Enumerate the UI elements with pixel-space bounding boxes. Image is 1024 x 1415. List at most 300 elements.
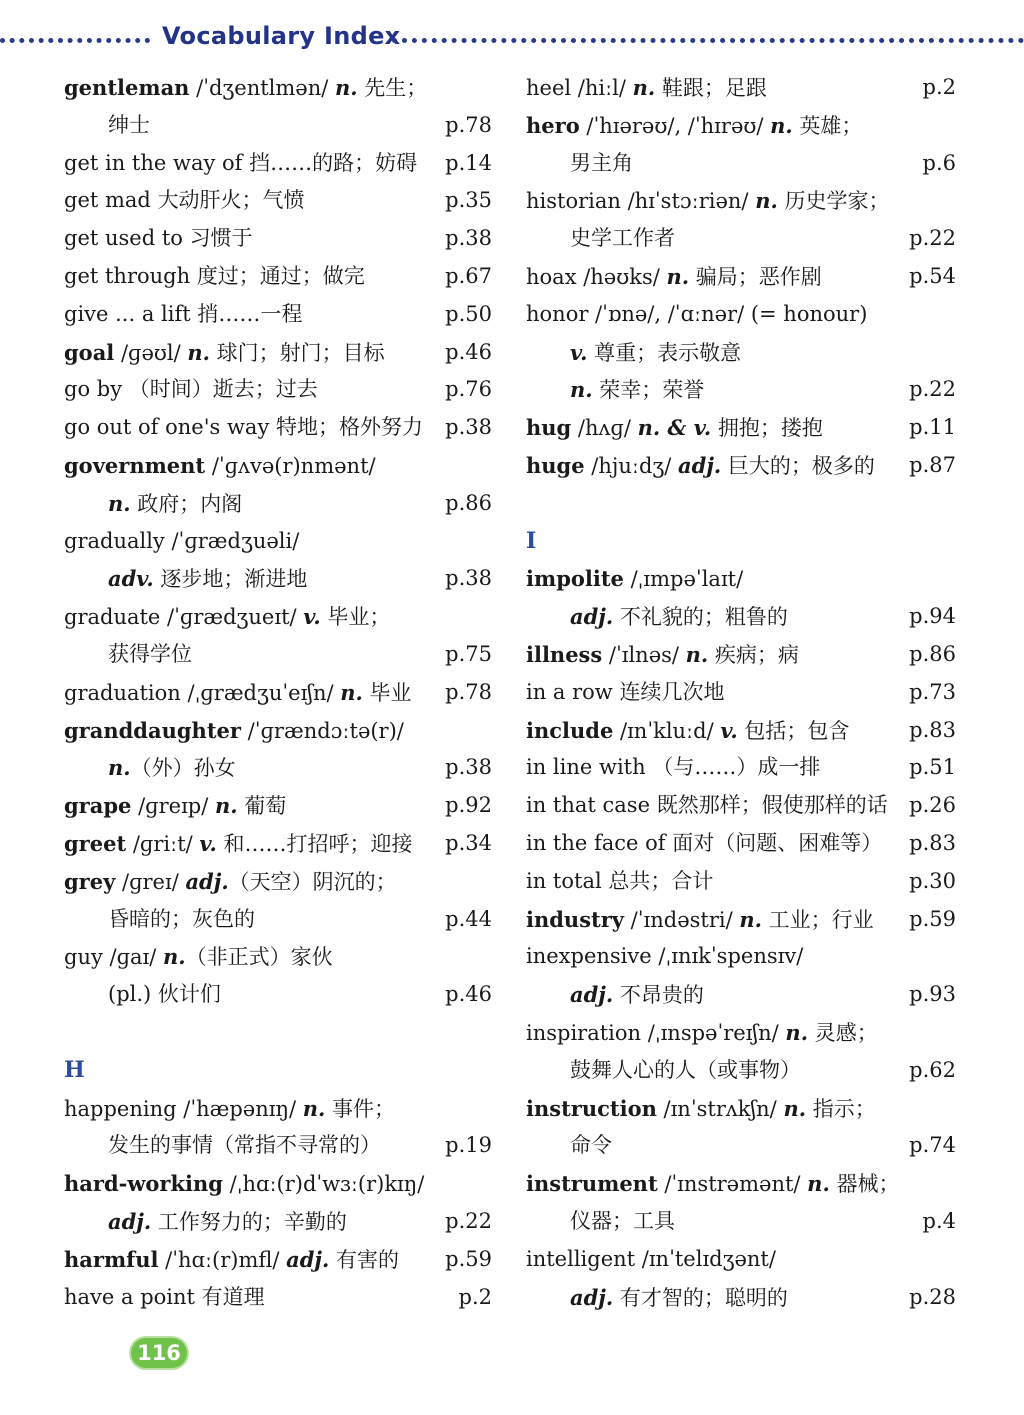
continuation-text bbox=[526, 1052, 801, 1090]
part-of-speech: n. bbox=[108, 755, 131, 781]
spacer-line bbox=[526, 485, 956, 523]
definition: 拥抱；搂抱 bbox=[711, 416, 823, 441]
continuation-text bbox=[526, 1279, 788, 1318]
definition: 政府；内阁 bbox=[130, 491, 243, 516]
phonetic: /ɪnˈkluːd/ bbox=[613, 718, 721, 743]
headword: graduation bbox=[64, 680, 181, 705]
part-of-speech: n. bbox=[335, 75, 358, 100]
entry-text bbox=[64, 258, 365, 296]
headword: industry bbox=[526, 906, 624, 932]
page-ref: p.67 bbox=[445, 263, 492, 288]
vocab-entry bbox=[64, 182, 492, 220]
page-ref: p.4 bbox=[922, 1208, 956, 1233]
headword: government bbox=[64, 452, 206, 478]
phonetic: /ˌɪnɪkˈspensɪv/ bbox=[651, 944, 804, 969]
part-of-speech: n. bbox=[187, 339, 210, 365]
entry-text bbox=[64, 863, 397, 902]
entry-text bbox=[64, 1279, 265, 1317]
entry-continuation bbox=[64, 107, 492, 145]
phonetic: /ˈɡrændɔːtə(r)/ bbox=[240, 718, 404, 743]
part-of-speech: n. bbox=[108, 490, 131, 516]
page-ref: p.59 bbox=[909, 906, 956, 931]
page-ref: p.78 bbox=[445, 679, 492, 704]
phonetic: /ˌɪnspəˈreɪʃn/ bbox=[641, 1020, 786, 1045]
phonetic: /hɪˈstɔːriən/ bbox=[620, 189, 756, 214]
phonetic: /hʌɡ/ bbox=[571, 416, 638, 441]
vocab-entry bbox=[64, 220, 492, 258]
part-of-speech: n. bbox=[340, 679, 363, 705]
phonetic: /ˈɪlnəs/ bbox=[602, 642, 686, 667]
headword: graduate bbox=[64, 605, 161, 630]
definition: 昏暗的；灰色的 bbox=[108, 906, 255, 931]
vocab-entry bbox=[64, 409, 492, 447]
definition: 有道理 bbox=[201, 1284, 265, 1309]
part-of-speech: n. bbox=[685, 641, 709, 667]
definition: 骗局；恶作剧 bbox=[689, 264, 822, 289]
continuation-text bbox=[526, 220, 675, 258]
definition: 绅士 bbox=[108, 112, 150, 137]
phonetic bbox=[195, 1285, 202, 1309]
right-column bbox=[526, 69, 956, 1316]
definition: 毕业； bbox=[320, 605, 391, 630]
vocab-entry bbox=[526, 938, 956, 976]
vocab-entry bbox=[64, 447, 492, 485]
headword: gentleman bbox=[64, 75, 190, 100]
vocab-entry bbox=[64, 825, 492, 863]
continuation-text bbox=[64, 485, 242, 524]
page-ref: p.11 bbox=[909, 415, 956, 440]
headword: illness bbox=[526, 641, 603, 667]
entry-text bbox=[526, 1090, 876, 1129]
vocab-entry bbox=[64, 296, 492, 334]
continuation-text bbox=[64, 901, 255, 939]
phonetic bbox=[650, 793, 657, 817]
part-of-speech: adj. bbox=[570, 982, 614, 1008]
phonetic bbox=[122, 377, 129, 401]
entry-text bbox=[526, 712, 849, 751]
section-letter: H bbox=[64, 1056, 85, 1083]
definition: 有才智的；聪明的 bbox=[613, 1285, 788, 1310]
entry-text bbox=[64, 1241, 399, 1280]
entry-continuation bbox=[526, 1127, 956, 1165]
entry-continuation bbox=[526, 145, 956, 183]
page-ref: p.38 bbox=[445, 755, 492, 780]
page-number-badge: 116 bbox=[131, 1338, 187, 1368]
headword: happening bbox=[64, 1096, 177, 1121]
definition: 葡萄 bbox=[237, 794, 287, 819]
definition: 工作努力的；辛勤的 bbox=[151, 1209, 347, 1234]
continuation-text bbox=[526, 145, 633, 183]
part-of-speech: n. & v. bbox=[637, 415, 712, 441]
vocab-entry bbox=[64, 145, 492, 183]
page-ref: p.93 bbox=[909, 982, 956, 1007]
vocab-entry bbox=[64, 334, 492, 372]
entry-text bbox=[526, 1165, 899, 1204]
part-of-speech: adj. bbox=[185, 868, 229, 894]
headword: hard-working bbox=[64, 1171, 223, 1197]
vocab-entry bbox=[526, 825, 956, 863]
part-of-speech: adj. bbox=[286, 1246, 330, 1272]
entry-text bbox=[526, 182, 889, 221]
definition: 特地；格外努力 bbox=[276, 415, 424, 440]
entry-continuation bbox=[64, 749, 492, 787]
definition: 事件； bbox=[325, 1096, 396, 1121]
entry-text bbox=[64, 296, 302, 334]
definition: 男主角 bbox=[570, 150, 633, 175]
definition: 逐步地；渐进地 bbox=[153, 567, 308, 592]
vocab-entry bbox=[64, 712, 492, 750]
page-ref: p.38 bbox=[445, 566, 492, 591]
vocab-entry bbox=[526, 258, 956, 296]
vocab-entry bbox=[526, 560, 956, 598]
definition: 既然那样；假使那样的话 bbox=[656, 793, 888, 818]
definition: 面对（问题、困难等） bbox=[672, 830, 883, 855]
page-ref: p.62 bbox=[909, 1057, 956, 1082]
page-ref: p.76 bbox=[445, 377, 492, 402]
headword: gradually bbox=[64, 528, 165, 553]
phonetic: /ˌɪmpəˈlaɪt/ bbox=[623, 567, 744, 592]
continuation-text bbox=[64, 1127, 381, 1165]
definition: 仪器；工具 bbox=[570, 1208, 675, 1233]
page-ref: p.75 bbox=[445, 641, 492, 666]
phonetic: /ɡreɪp/ bbox=[131, 794, 215, 819]
page-ref: p.38 bbox=[445, 415, 492, 440]
definition: 工业；行业 bbox=[761, 907, 874, 932]
vocab-entry bbox=[526, 409, 956, 447]
phonetic: /ɡreɪ/ bbox=[115, 869, 186, 894]
entry-text bbox=[526, 447, 875, 486]
vocab-entry bbox=[526, 749, 956, 787]
headword: get in the way of bbox=[64, 150, 243, 175]
definition: 连续几次地 bbox=[619, 679, 725, 704]
headword: hug bbox=[526, 415, 572, 441]
headword: go out of one's way bbox=[64, 415, 270, 440]
part-of-speech: adj. bbox=[678, 452, 722, 478]
phonetic: /ɪnˈtelɪdʒənt/ bbox=[635, 1246, 776, 1271]
definition: 命令 bbox=[570, 1133, 612, 1158]
vocab-entry bbox=[64, 1279, 492, 1317]
continuation-text bbox=[526, 598, 788, 637]
definition: （外）孙女 bbox=[130, 756, 236, 781]
headword: get used to bbox=[64, 226, 183, 251]
page-ref: p.44 bbox=[445, 906, 492, 931]
entry-continuation bbox=[64, 485, 492, 523]
part-of-speech: v. bbox=[720, 717, 738, 743]
definition: 发生的事情（常指不寻常的） bbox=[108, 1133, 381, 1158]
vocab-entry bbox=[64, 371, 492, 409]
definition: 大动肝火；气愤 bbox=[157, 188, 305, 213]
headword: get mad bbox=[64, 188, 151, 213]
header-dots-right bbox=[392, 38, 1024, 43]
part-of-speech: n. bbox=[807, 1171, 830, 1197]
definition: （与……）成一排 bbox=[652, 755, 821, 780]
definition: 尊重；表示敬意 bbox=[587, 340, 742, 365]
phonetic: /ˈhɪərəʊ/, /ˈhɪrəʊ/ bbox=[579, 113, 771, 138]
definition: 荣幸；荣誉 bbox=[592, 378, 705, 403]
headword: inexpensive bbox=[526, 944, 652, 969]
header-dots-left bbox=[0, 38, 150, 43]
entry-text bbox=[526, 787, 888, 825]
headword: honor bbox=[526, 301, 589, 326]
entry-text bbox=[64, 334, 385, 373]
entry-continuation bbox=[526, 220, 956, 258]
part-of-speech: n. bbox=[739, 906, 762, 932]
vocab-entry bbox=[526, 1090, 956, 1128]
phonetic: /ˈɡrædʒueɪt/ bbox=[160, 605, 304, 630]
definition: 毕业 bbox=[362, 680, 412, 705]
headword: hoax bbox=[526, 264, 577, 289]
vocab-entry bbox=[64, 523, 492, 561]
page-ref: p.22 bbox=[909, 377, 956, 402]
header-title: Vocabulary Index bbox=[162, 22, 401, 50]
headword: get through bbox=[64, 263, 191, 288]
definition: 包括；包含 bbox=[737, 718, 850, 743]
headword: give ... a lift bbox=[64, 301, 191, 326]
part-of-speech: n. bbox=[214, 793, 238, 819]
page-ref: p.51 bbox=[909, 755, 956, 780]
vocab-entry bbox=[64, 787, 492, 825]
phonetic: /ɡriːt/ bbox=[126, 831, 200, 856]
definition: 指示； bbox=[806, 1096, 876, 1121]
definition: 挡……的路；妨碍 bbox=[249, 150, 418, 175]
part-of-speech: n. bbox=[570, 377, 593, 403]
vocab-entry bbox=[526, 863, 956, 901]
continuation-text bbox=[526, 976, 704, 1015]
entry-text bbox=[526, 296, 867, 334]
vocab-entry bbox=[64, 69, 492, 107]
part-of-speech: adj. bbox=[570, 604, 614, 630]
phonetic: /ˈdʒentlmən/ bbox=[189, 76, 335, 100]
definition: 鞋跟；足跟 bbox=[655, 76, 767, 100]
entry-text bbox=[64, 674, 412, 713]
part-of-speech: adj. bbox=[108, 1208, 152, 1234]
phonetic bbox=[269, 415, 276, 439]
entry-continuation bbox=[64, 976, 492, 1014]
entry-text bbox=[64, 409, 423, 447]
vocab-entry bbox=[526, 296, 956, 334]
definition: 疾病；病 bbox=[708, 642, 799, 667]
definition: 总共；合计 bbox=[608, 868, 714, 893]
headword: in that case bbox=[526, 793, 651, 818]
definition: 先生； bbox=[357, 76, 428, 100]
definition: 不礼貌的；粗鲁的 bbox=[613, 605, 788, 630]
vocab-entry bbox=[526, 636, 956, 674]
headword: go by bbox=[64, 377, 123, 402]
entry-text bbox=[64, 598, 390, 637]
headword: in total bbox=[526, 868, 602, 893]
vocab-entry bbox=[526, 107, 956, 145]
entry-text bbox=[64, 145, 417, 183]
phonetic bbox=[151, 188, 158, 212]
entry-continuation bbox=[64, 560, 492, 598]
entry-continuation bbox=[526, 1279, 956, 1317]
entry-text bbox=[526, 863, 713, 901]
page-ref: p.14 bbox=[445, 150, 492, 175]
continuation-text bbox=[526, 334, 741, 373]
entry-text bbox=[64, 1090, 395, 1129]
page-ref: p.19 bbox=[445, 1133, 492, 1158]
part-of-speech: n. bbox=[755, 188, 778, 214]
phonetic: /ˈɪnstrəmənt/ bbox=[657, 1172, 808, 1197]
continuation-text bbox=[526, 1203, 675, 1241]
headword: granddaughter bbox=[64, 717, 241, 743]
part-of-speech: n. bbox=[785, 1019, 809, 1045]
page-ref: p.94 bbox=[909, 604, 956, 629]
definition: 捎……一程 bbox=[197, 301, 303, 326]
section-letter: I bbox=[526, 527, 537, 554]
continuation-text bbox=[64, 107, 150, 145]
entry-text bbox=[526, 1014, 878, 1053]
part-of-speech: n. bbox=[783, 1095, 807, 1121]
continuation-text bbox=[64, 636, 192, 674]
page-ref: p.83 bbox=[909, 717, 956, 742]
phonetic: /ˈɡrædʒuəli/ bbox=[164, 528, 300, 553]
headword: historian bbox=[526, 189, 621, 214]
page-ref: p.22 bbox=[909, 226, 956, 251]
vocab-entry bbox=[526, 712, 956, 750]
vocab-entry bbox=[64, 598, 492, 636]
definition: 历史学家； bbox=[777, 189, 890, 214]
page-ref: p.73 bbox=[909, 679, 956, 704]
headword: in the face of bbox=[526, 830, 666, 855]
entry-text bbox=[526, 1241, 776, 1279]
entry-continuation bbox=[64, 901, 492, 939]
vocab-entry bbox=[64, 1241, 492, 1279]
continuation-text bbox=[64, 976, 221, 1014]
continuation-text bbox=[526, 371, 704, 410]
headword: goal bbox=[64, 339, 115, 365]
continuation-text bbox=[64, 749, 236, 788]
entry-text bbox=[64, 523, 299, 561]
page-ref: p.74 bbox=[909, 1133, 956, 1158]
page-ref: p.6 bbox=[922, 150, 956, 175]
headword: intelligent bbox=[526, 1246, 636, 1271]
part-of-speech: n. bbox=[770, 112, 793, 138]
entry-continuation bbox=[64, 1203, 492, 1241]
spacer-line bbox=[64, 1014, 492, 1052]
phonetic: /ɪnˈstrʌkʃn/ bbox=[656, 1096, 784, 1121]
page-ref: p.59 bbox=[445, 1246, 492, 1271]
page-ref: p.30 bbox=[909, 868, 956, 893]
entry-continuation bbox=[526, 1203, 956, 1241]
entry-text bbox=[526, 674, 724, 712]
entry-text bbox=[526, 560, 743, 599]
vocab-entry bbox=[526, 1014, 956, 1052]
part-of-speech: v. bbox=[199, 830, 217, 856]
page-ref: p.34 bbox=[445, 830, 492, 855]
entry-text bbox=[64, 182, 305, 220]
entry-text bbox=[526, 749, 820, 787]
entry-text bbox=[526, 409, 823, 448]
phonetic: /ˈhæpənɪŋ/ bbox=[176, 1096, 303, 1121]
entry-text bbox=[526, 825, 882, 863]
definition: (pl.) 伙计们 bbox=[108, 982, 221, 1007]
part-of-speech: n. bbox=[163, 944, 186, 970]
phonetic: /ɡaɪ/ bbox=[102, 945, 164, 970]
continuation-text bbox=[64, 560, 307, 599]
vocab-entry bbox=[526, 1241, 956, 1279]
phonetic: /hiːl/ bbox=[571, 76, 633, 100]
vocab-entry bbox=[526, 69, 956, 107]
page-ref: p.87 bbox=[909, 452, 956, 477]
vocab-entry bbox=[526, 901, 956, 939]
headword: harmful bbox=[64, 1246, 159, 1272]
definition: 不昂贵的 bbox=[613, 983, 704, 1008]
page-ref: p.54 bbox=[909, 263, 956, 288]
phonetic: /ˌhɑː(r)dˈwɜː(r)kɪŋ/ bbox=[222, 1172, 425, 1197]
part-of-speech: v. bbox=[570, 339, 588, 365]
page-ref: p.86 bbox=[445, 490, 492, 515]
entry-continuation bbox=[526, 1052, 956, 1090]
entry-text bbox=[64, 447, 376, 486]
headword: hero bbox=[526, 112, 580, 138]
entry-text bbox=[64, 69, 427, 108]
definition: 巨大的；极多的 bbox=[721, 453, 875, 478]
entry-continuation bbox=[526, 598, 956, 636]
page-ref: p.83 bbox=[909, 830, 956, 855]
part-of-speech: n. bbox=[666, 263, 690, 289]
entry-continuation bbox=[526, 334, 956, 372]
headword: have a point bbox=[64, 1284, 195, 1309]
part-of-speech: adj. bbox=[570, 1284, 614, 1310]
vocab-entry bbox=[526, 674, 956, 712]
phonetic: /ˈɡʌvə(r)nmənt/ bbox=[205, 453, 376, 478]
entry-text bbox=[64, 371, 318, 409]
page-ref: p.28 bbox=[909, 1284, 956, 1309]
vocab-entry bbox=[64, 674, 492, 712]
vocab-entry bbox=[526, 447, 956, 485]
entry-continuation bbox=[526, 976, 956, 1014]
phonetic: /ɡəʊl/ bbox=[114, 340, 188, 365]
definition: 灵感； bbox=[808, 1020, 878, 1045]
definition: 鼓舞人心的人（或事物） bbox=[570, 1057, 801, 1082]
entry-text bbox=[526, 107, 862, 146]
entry-continuation bbox=[64, 636, 492, 674]
part-of-speech: n. bbox=[302, 1095, 326, 1121]
page-ref: p.2 bbox=[458, 1284, 492, 1309]
vocab-entry bbox=[64, 1090, 492, 1128]
entry-text bbox=[64, 787, 286, 826]
definition: 度过；通过；做完 bbox=[196, 263, 365, 288]
entry-text bbox=[64, 938, 333, 977]
vocab-entry bbox=[526, 1165, 956, 1203]
headword: heel bbox=[526, 76, 572, 100]
entry-text bbox=[64, 825, 412, 864]
entry-text bbox=[526, 258, 822, 297]
definition: （天空）阴沉的； bbox=[228, 869, 397, 894]
entry-text bbox=[526, 938, 803, 976]
vocab-entry bbox=[526, 182, 956, 220]
headword: inspiration bbox=[526, 1020, 642, 1045]
definition: （时间）逝去；过去 bbox=[128, 377, 318, 402]
entry-text bbox=[526, 69, 767, 108]
headword: in line with bbox=[526, 755, 646, 780]
headword: impolite bbox=[526, 566, 624, 592]
vocab-entry bbox=[64, 258, 492, 296]
headword: instrument bbox=[526, 1171, 658, 1197]
part-of-speech: adv. bbox=[108, 566, 154, 592]
vocab-entry bbox=[526, 787, 956, 825]
headword: include bbox=[526, 717, 614, 743]
definition: 史学工作者 bbox=[570, 226, 675, 251]
entry-text bbox=[64, 220, 253, 258]
definition: 和……打招呼；迎接 bbox=[216, 831, 413, 856]
page-ref: p.26 bbox=[909, 793, 956, 818]
headword: grey bbox=[64, 868, 116, 894]
headword: grape bbox=[64, 793, 132, 819]
page-ref: p.38 bbox=[445, 226, 492, 251]
headword: guy bbox=[64, 945, 103, 970]
